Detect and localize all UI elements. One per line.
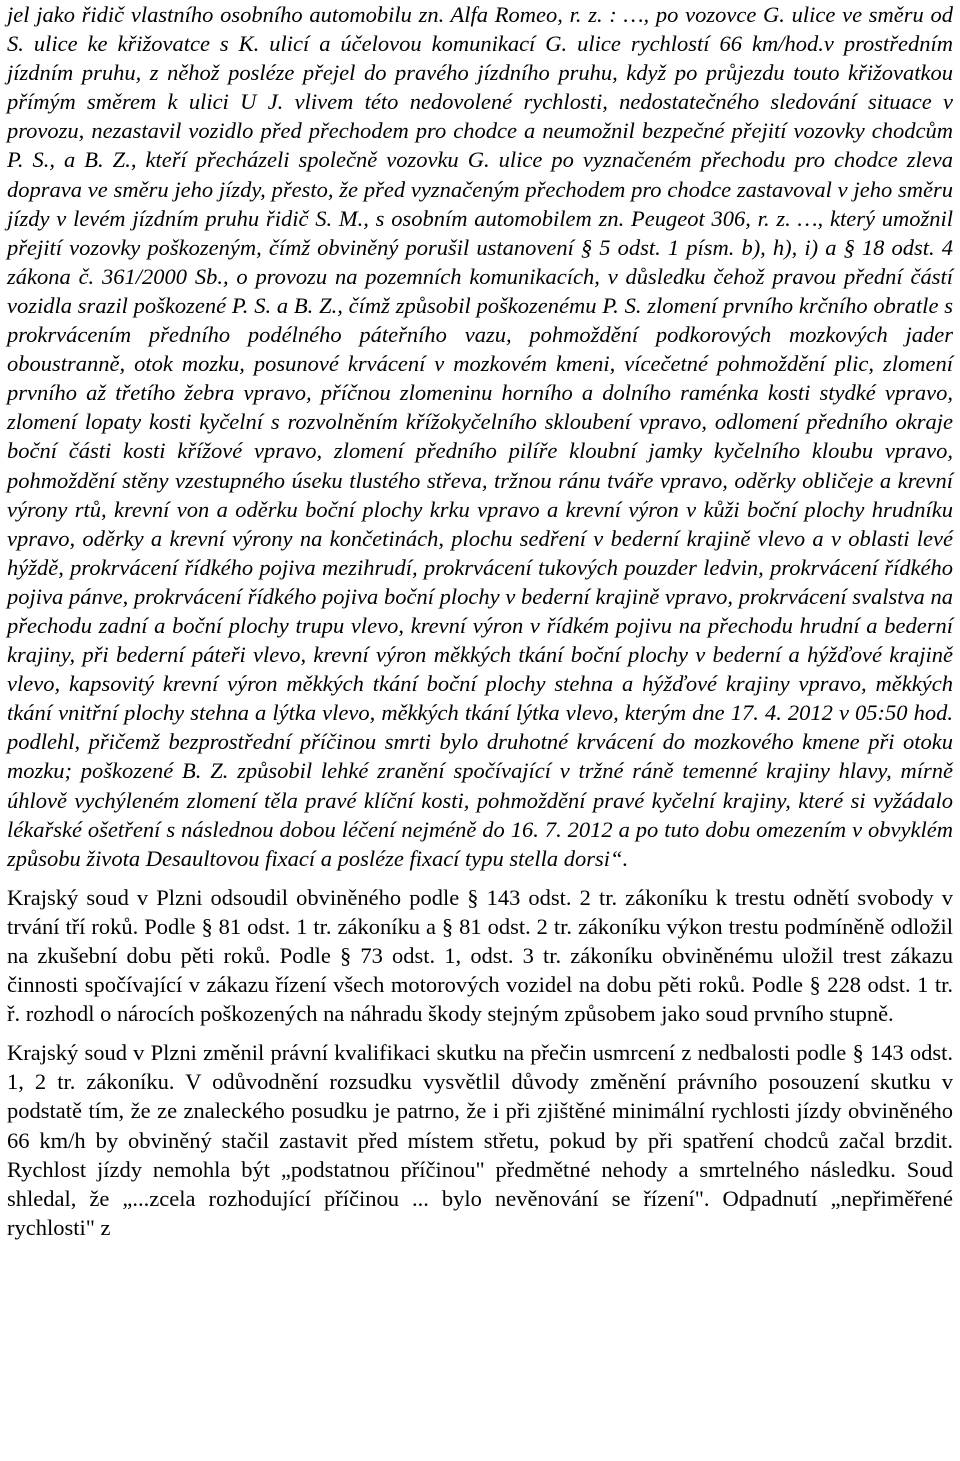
paragraph-charge-description: jel jako řidič vlastního osobního automobilu zn. Alfa Romeo, r. z. : …, po vozovce G. ulice ve směru od S. ulice ke křižovatce s K. ulicí a účelovou komunikací G. ulice rychlostí 66 km/hod.v prostředním jízdním pruhu, z něhož posléze přejel do pravého jízdního pruhu, když po průjezdu touto křižovatkou přímým směrem k ulici U J. vlivem této nedovolené rychlosti, nedostatečného sledování situace v provozu, nezastavil vozidlo před přechodem pro chodce a neumožnil bezpečné přejití vozovky chodcům P. S., a B. Z., kteří přecházeli společně vozovku G. ulice po vyznačeném přechodu pro chodce zleva doprava ve směru jeho jízdy, přesto, že před vyznačeným přechodem pro chodce zastavoval v jeho směru jízdy v levém jízdním pruhu řidič S. M., s osobním automobilem zn. Peugeot 306, r. z. …, který umožnil přejití vozovky poškozeným, čímž obviněný porušil ustanovení § 5 odst. 1 písm. b), h), i) a § 18 odst. 4 zákona č. 361/2000 Sb., o provozu na pozemních komunikacích, v důsledku čehož pravou přední částí vozidla srazil poškozené P. S. a B. Z., čímž způsobil poškozenému P. S. zlomení prvního krčního obratle s prokrvácením předního podélného páteřního vazu, pohmoždění podkorových mozkových jader oboustranně, otok mozku, posunové krvácení v mozkovém kmeni, vícečetné pohmoždění plic, zlomení prvního až třetího žebra vpravo, příčnou zlomeninu horního a dolního raménka kosti stydké vpravo, zlomení lopaty kosti kyčelní s rozvolněním křížokyčelního skloubení vpravo, odlomení předního okraje boční části kosti křížové vpravo, zlomení předního pilíře kloubní jamky kyčelního kloubu vpravo, pohmoždění stěny vzestupného úseku tlustého střeva, tržnou ránu tváře vpravo, oděrky obličeje a krevní výrony rtů, krevní von a oděrku boční plochy krku vpravo a krevní výron v kůži boční plochy hrudníku vpravo, oděrky a krevní výrony na končetinách, plochu sedření v bederní krajině vlevo a v oblasti levé hýždě, prokrvácení řídkého pojiva mezihrudí, prokrvácení tukových pouzder ledvin, prokrvácení řídkého pojiva pánve, prokrvácení řídkého pojiva boční plochy v bederní krajině vpravo, prokrvácení svalstva na přechodu zadní a boční plochy trupu vlevo, krevní výron v řídkém pojivu na přechodu hrudní a bederní krajiny, při bederní páteři vlevo, krevní výron měkkých tkání boční plochy v bederní a hýžďové krajině vlevo, kapsovitý krevní výron měkkých tkání boční plochy stehna a hýžďové krajiny vpravo, měkkých tkání vnitřní plochy stehna a lýtka vlevo, měkkých tkání lýtka vlevo, kterým dne 17. 4. 2012 v 05:50 hod. podlehl, přičemž bezprostřední příčinou smrti bylo druhotné krvácení do mozkového kmene při otoku mozku; poškozené B. Z. způsobil lehké zranění spočívající v tržné ráně temenné krajiny hlavy, mírně úhlově vychýleném zlomení těla pravé klíční kosti, pohmoždění pravé kyčelní krajiny, které si vyžádalo lékařské ošetření s následnou dobou léčení nejméně do 16. 7. 2012 a po tuto dobu omezením v obvyklém způsobu života Desaultovou fixací a posléze fixací typu stella dorsi“. bbox=[7, 2, 953, 871]
paragraph-sentence: Krajský soud v Plzni odsoudil obviněného podle § 143 odst. 2 tr. zákoníku k trestu odnětí svobody v trvání tří roků. Podle § 81 odst. 1 tr. zákoníku a § 81 odst. 2 tr. zákoníku výkon trestu podmíněně odložil na zkušební dobu pěti roků. Podle § 73 odst. 1, odst. 3 tr. zákoníku obviněnému uložil trest zákazu činnosti spočívající v zákazu řízení všech motorových vozidel na dobu pěti roků. Podle § 228 odst. 1 tr. ř. rozhodl o nárocích poškozených na náhradu škody stejným způsobem jako soud prvního stupně. bbox=[7, 884, 953, 1027]
paragraph-legal-qualification: Krajský soud v Plzni změnil právní kvalifikaci skutku na přečin usmrcení z nedbalosti podle § 143 odst. 1, 2 tr. zákoníku. V odůvodnění rozsudku vysvětlil důvody změnění právního posouzení skutku v podstatě tím, že ze znaleckého posudku je patrno, že i při zjištěné minimální rychlosti jízdy obviněného 66 km/h by obviněný stačil zastavit před místem střetu, pokud by při spatření chodců začal brzdit. Rychlost jízdy nemohla být „podstatnou příčinou" předmětné nehody a smrtelného následku. Soud shledal, že „...zcela rozhodující příčinou ... bylo nevěnování se řízení". Odpadnutí „nepřiměřené rychlosti" z bbox=[7, 1040, 953, 1240]
